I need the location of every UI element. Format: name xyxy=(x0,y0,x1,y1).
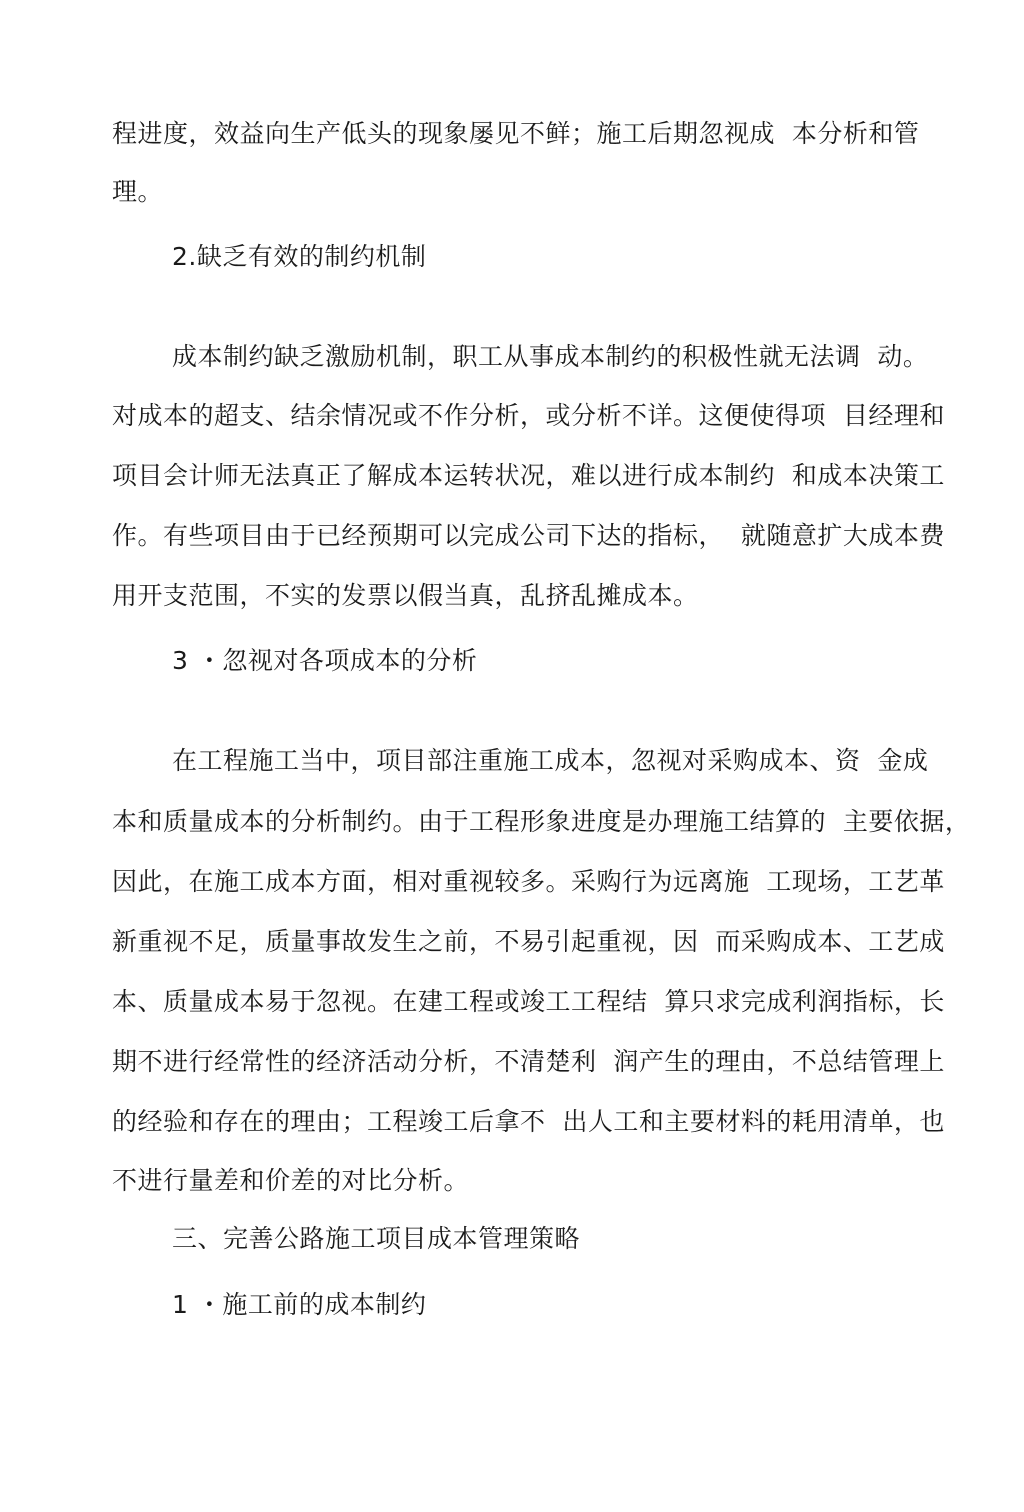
subheading: 2.缺乏有效的制约机制 xyxy=(172,242,427,271)
subheading: 3 ・忽视对各项成本的分析 xyxy=(172,646,478,675)
paragraph-line: 作。有些项目由于已经预期可以完成公司下达的指标， 就随意扩大成本费 xyxy=(112,521,945,550)
paragraph-line: 新重视不足，质量事故发生之前，不易引起重视，因 而采购成本、工艺成 xyxy=(112,927,945,956)
paragraph-line: 在工程施工当中，项目部注重施工成本，忽视对采购成本、资 金成 xyxy=(172,746,929,775)
paragraph-line: 本、质量成本易于忽视。在建工程或竣工工程结 算只求完成利润指标，长 xyxy=(112,987,945,1016)
paragraph-line: 成本制约缺乏激励机制，职工从事成本制约的积极性就无法调 动。 xyxy=(172,342,929,371)
paragraph-line: 本和质量成本的分析制约。由于工程形象进度是办理施工结算的 主要依据， xyxy=(112,807,971,836)
section-heading: 三、完善公路施工项目成本管理策略 xyxy=(172,1224,581,1253)
paragraph-line: 理。 xyxy=(112,177,164,206)
paragraph-line: 程进度，效益向生产低头的现象屡见不鲜；施工后期忽视成 本分析和管 xyxy=(112,119,920,148)
paragraph-line: 用开支范围，不实的发票以假当真，乱挤乱摊成本。 xyxy=(112,581,699,610)
paragraph-line: 的经验和存在的理由；工程竣工后拿不 出人工和主要材料的耗用清单，也 xyxy=(112,1107,945,1136)
paragraph-line: 对成本的超支、结余情况或不作分析，或分析不详。这便使得项 目经理和 xyxy=(112,401,945,430)
paragraph-line: 项目会计师无法真正了解成本运转状况，难以进行成本制约 和成本决策工 xyxy=(112,461,945,490)
paragraph-line: 期不进行经常性的经济活动分析，不清楚利 润产生的理由，不总结管理上 xyxy=(112,1047,945,1076)
paragraph-line: 因此，在施工成本方面，相对重视较多。采购行为远离施 工现场，工艺革 xyxy=(112,867,945,896)
paragraph-line: 不进行量差和价差的对比分析。 xyxy=(112,1166,470,1195)
subheading: 1 ・施工前的成本制约 xyxy=(172,1290,427,1319)
